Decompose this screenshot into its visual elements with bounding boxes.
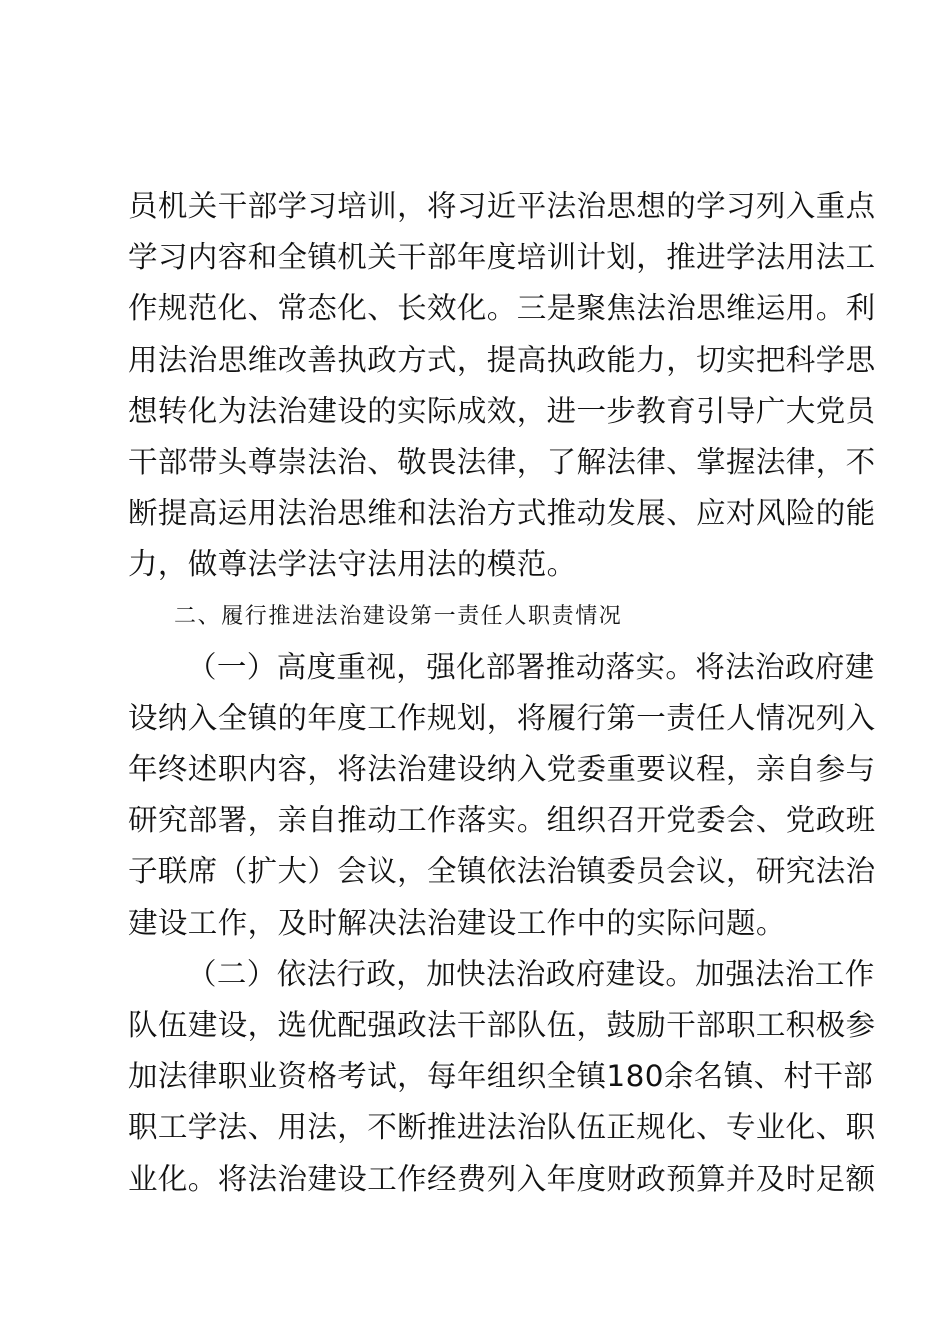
text-line: 业化。将法治建设工作经费列入年度财政预算并及时足额 — [128, 1161, 876, 1196]
text-line: 作规范化、常态化、长效化。三是聚焦法治思维运用。利 — [128, 291, 876, 326]
section-heading: 二、履行推进法治建设第一责任人职责情况 — [174, 603, 623, 629]
text-line: 建设工作，及时解决法治建设工作中的实际问题。 — [128, 905, 786, 940]
text-line: 队伍建设，选优配强政法干部队伍，鼓励干部职工积极参 — [128, 1008, 876, 1042]
text-line: 想转化为法治建设的实际成效，进一步教育引导广大党员 — [128, 393, 876, 428]
text-line: 断提高运用法治思维和法治方式推动发展、应对风险的能 — [128, 496, 876, 531]
text-line: 干部带头尊崇法治、敬畏法律，了解法律、掌握法律，不 — [128, 444, 876, 479]
text-line: 学习内容和全镇机关干部年度培训计划，推进学法用法工 — [128, 240, 876, 275]
text-line: 研究部署，亲自推动工作落实。组织召开党委会、党政班 — [128, 803, 876, 838]
text-line: 力，做尊法学法守法用法的模范。 — [128, 547, 577, 582]
text-line: （一）高度重视，强化部署推动落实。将法治政府建 — [187, 649, 875, 684]
document-body — [128, 181, 876, 1205]
text-line: 设纳入全镇的年度工作规划，将履行第一责任人情况列入 — [128, 700, 876, 735]
text-line: 加法律职业资格考试，每年组织全镇180余名镇、村干部 — [128, 1059, 874, 1094]
text-line: 年终述职内容，将法治建设纳入党委重要议程，亲自参与 — [128, 752, 876, 787]
text-line: 子联席（扩大）会议，全镇依法治镇委员会议，研究法治 — [128, 854, 876, 889]
text-line: 用法治思维改善执政方式，提高执政能力，切实把科学思 — [128, 342, 876, 377]
text-line: 职工学法、用法，不断推进法治队伍正规化、专业化、职 — [128, 1110, 876, 1145]
text-line: 员机关干部学习培训，将习近平法治思想的学习列入重点 — [128, 189, 876, 223]
text-line: （二）依法行政，加快法治政府建设。加强法治工作 — [187, 956, 875, 991]
